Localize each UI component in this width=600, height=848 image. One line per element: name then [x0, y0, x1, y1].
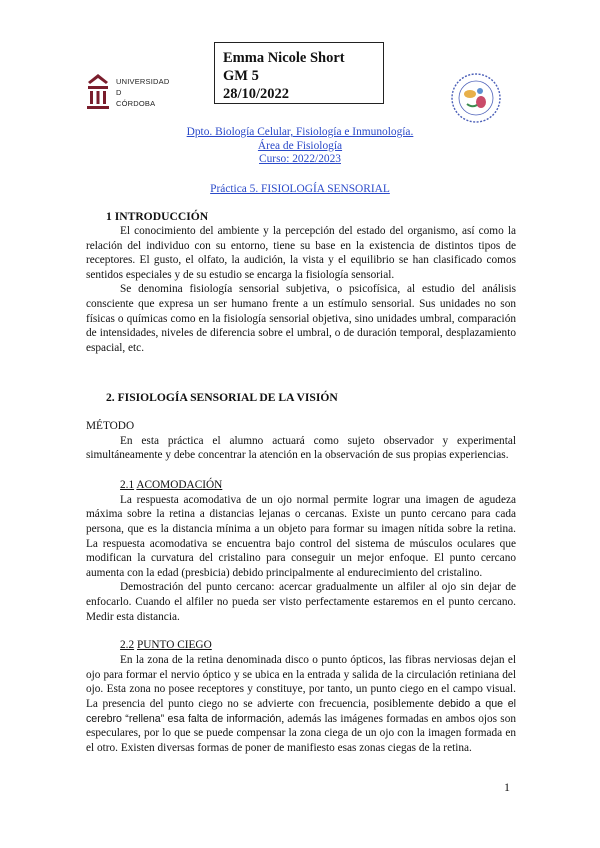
header-block: [0, 126, 600, 167]
method-paragraph: En esta práctica el alumno actuará como sujeto observador y experimental simultáneamente y debe concentrar la atención en la observación de sus propias experiencias.: [86, 434, 516, 462]
blind-spot-highlight: debido a que el cerebro “rellena” esa falta de información: [86, 697, 516, 725]
subsection-2-2-title: PUNTO CIEGO: [136, 639, 212, 652]
section-introduction: [86, 209, 516, 355]
subsection-2-1-heading: [86, 478, 516, 493]
university-emblem-icon: [84, 72, 112, 110]
intro-paragraph-1: El conocimiento del ambiente y la percepción del estado del organismo, así como la relación del individuo con su entorno, tiene su base en la existencia de distintos tipos de receptores. El gusto, el olfato, la audición, la vista y el equilibrio se han clasificado comos sentidos especiales y de su estudio se encarga la fisiología sensorial.: [86, 225, 516, 281]
student-info-box: [214, 42, 384, 104]
practice-title: Práctica 5. FISIOLOGÍA SENSORIAL: [210, 183, 390, 195]
section-1-title: 1 INTRODUCCIÓN: [106, 210, 209, 223]
university-logo-text: UNIVERSIDAD D CÓRDOBA: [116, 77, 170, 108]
student-name: Emma Nicole Short: [223, 50, 345, 66]
accommodation-paragraph-1: La respuesta acomodativa de un ojo normal permite lograr una imagen de agudeza máxima sobre la retina a distancias lejanas o cercanas. Existe un punto cercano para cada persona, que es la distancia mínima a un objeto para formar su imagen nítida sobre la retina. La respuesta acomodativa se encuentra bajo control del sistema de músculos oculares que modifican la curvatura del cristalino para conseguir un mejor enfoque. El punto cercano aumenta con la edad (presbicia) debido principalmente al endurecimiento del cristalino.: [86, 493, 516, 579]
intro-paragraph-2: Se denomina fisiología sensorial subjetiva, o psicofísica, al estudio del análisis consciente que expresa un ser humano frente a un estímulo sensorial. Sus unidades no son físicas o químicas como en la fisiología sensorial objetiva, sino unidades umbral, comparación de intensidades, niveles de diferencia sobre el umbral, o de duración temporal, desplazamiento espacial, etc.: [86, 283, 516, 354]
subsection-2-1-title: ACOMODACIÓN: [136, 478, 223, 491]
university-logo: [84, 70, 174, 116]
method-label: MÉTODO: [86, 420, 135, 432]
report-date: 28/10/2022: [223, 86, 290, 102]
accommodation-paragraph-2: Demostración del punto cercano: acercar gradualmente un alfiler al ojo sin dejar de enfocarlo. Cuando el alfiler no pueda ser visto perfectamente estaremos en el punto cercano. Medir esta distancia.: [86, 581, 516, 623]
course-year: Curso: 2022/2023: [259, 153, 341, 165]
practice-title-block: [0, 183, 600, 197]
subsection-2-2-number: 2.2: [120, 639, 135, 652]
subsection-2-2-heading: [86, 638, 516, 653]
department-seal-icon: [450, 72, 502, 124]
blind-spot-paragraph: En la zona de la retina denominada disco o punto ópticos, las fibras nerviosas dejan el ojo para formar el nervio óptico y se ubica en la entrada y salida de la circulación retiniana del ojo. Esta zona no posee receptores y constituye, por tanto, un punto ciego en el campo visual. La presencia del punto ciego no se advierte con frecuencia, posiblemente debido a que el cerebro “rellena” esa falta de información, además las imágenes formadas en ambos ojos son especulares, por lo que se puede compensar la zona ciega de un ojo con la imagen formada en el otro. Existen diversas formas de poner de manifiesto esas zonas ciegas de la retina.: [86, 654, 517, 754]
department-name: Dpto. Biología Celular, Fisiología e Inmunología.: [186, 126, 414, 138]
area-name: Área de Fisiología: [257, 139, 343, 152]
page-number: 1: [504, 780, 510, 794]
student-group: GM 5: [223, 68, 259, 84]
section-vision: [86, 390, 516, 755]
subsection-2-1-number: 2.1: [120, 478, 135, 491]
section-2-title: 2. FISIOLOGÍA SENSORIAL DE LA VISIÓN: [106, 391, 338, 404]
